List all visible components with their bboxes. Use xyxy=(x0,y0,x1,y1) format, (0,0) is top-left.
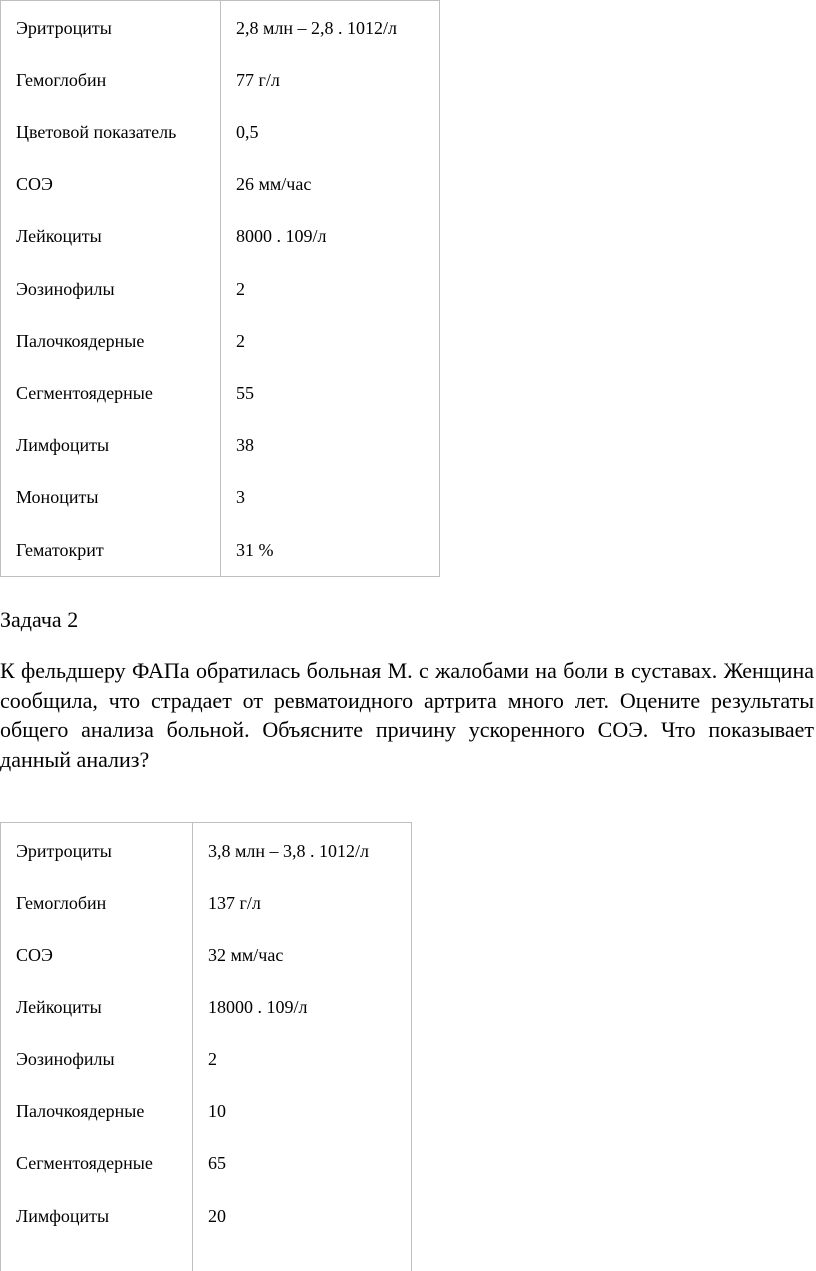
table-row xyxy=(1,995,411,1019)
table-row xyxy=(1,839,411,863)
parameter-value: 3,8 млн – 3,8 . 1012/л xyxy=(208,841,369,861)
parameter-name: Палочкоядерные xyxy=(16,1101,145,1121)
task-title: Задача 2 xyxy=(0,607,79,632)
parameter-name: Цветовой показатель xyxy=(16,122,177,142)
parameter-name: Эритроциты xyxy=(16,18,112,38)
table-row xyxy=(1,224,439,248)
table-row xyxy=(1,538,439,562)
parameter-name: Эозинофилы xyxy=(16,279,115,299)
parameter-value: 2 xyxy=(208,1049,217,1069)
parameter-name: Сегментоядерные xyxy=(16,383,153,403)
parameter-value: 2 xyxy=(236,331,245,351)
parameter-name: Лейкоциты xyxy=(16,997,102,1017)
parameter-value: 8000 . 109/л xyxy=(236,226,327,246)
parameter-value: 2,8 млн – 2,8 . 1012/л xyxy=(236,18,397,38)
parameter-value: 77 г/л xyxy=(236,70,280,90)
parameter-value: 18000 . 109/л xyxy=(208,997,308,1017)
parameter-value: 3 xyxy=(236,487,245,507)
parameter-value: 32 мм/час xyxy=(208,945,284,965)
parameter-value: 10 xyxy=(208,1101,226,1121)
table-row xyxy=(1,16,439,40)
parameter-value: 0,5 xyxy=(236,122,259,142)
table-row xyxy=(1,68,439,92)
parameter-name: Эозинофилы xyxy=(16,1049,115,1069)
table-row xyxy=(1,1099,411,1123)
table-row xyxy=(1,1204,411,1228)
table-row xyxy=(1,381,439,405)
blood-test-table-2 xyxy=(0,822,412,1271)
table-row xyxy=(1,172,439,196)
table-row xyxy=(1,120,439,144)
parameter-name: Палочкоядерные xyxy=(16,331,145,351)
parameter-value: 38 xyxy=(236,435,254,455)
parameter-value: 65 xyxy=(208,1153,226,1173)
table-row xyxy=(1,485,439,509)
parameter-value: 26 мм/час xyxy=(236,174,312,194)
parameter-name: Эритроциты xyxy=(16,841,112,861)
parameter-name: Лейкоциты xyxy=(16,226,102,246)
parameter-name: Гемоглобин xyxy=(16,893,107,913)
blood-test-table-1 xyxy=(0,0,440,577)
parameter-name: Моноциты xyxy=(16,487,99,507)
table-row xyxy=(1,433,439,457)
parameter-name: СОЭ xyxy=(16,945,53,965)
parameter-name: СОЭ xyxy=(16,174,53,194)
task-description: К фельдшеру ФАПа обратилась больная М. с жалобами на боли в суставах. Женщина сообщила, что страдает от ревматоидного артрита много лет. Оцените результаты общего анализа больной. Объясните причину ускоренного СОЭ. Что показывает данный анализ? xyxy=(0,658,814,772)
table-row xyxy=(1,943,411,967)
parameter-value: 55 xyxy=(236,383,254,403)
parameter-name: Сегментоядерные xyxy=(16,1153,153,1173)
parameter-value: 2 xyxy=(236,279,245,299)
parameter-name: Лимфоциты xyxy=(16,435,110,455)
table-row xyxy=(1,1151,411,1175)
table-row xyxy=(1,891,411,915)
table-row xyxy=(1,329,439,353)
parameter-name: Лимфоциты xyxy=(16,1206,110,1226)
parameter-name: Гематокрит xyxy=(16,540,104,560)
table-row xyxy=(1,277,439,301)
table-row xyxy=(1,1047,411,1071)
parameter-value: 31 % xyxy=(236,540,274,560)
parameter-value: 20 xyxy=(208,1206,226,1226)
parameter-value: 137 г/л xyxy=(208,893,261,913)
parameter-name: Гемоглобин xyxy=(16,70,107,90)
